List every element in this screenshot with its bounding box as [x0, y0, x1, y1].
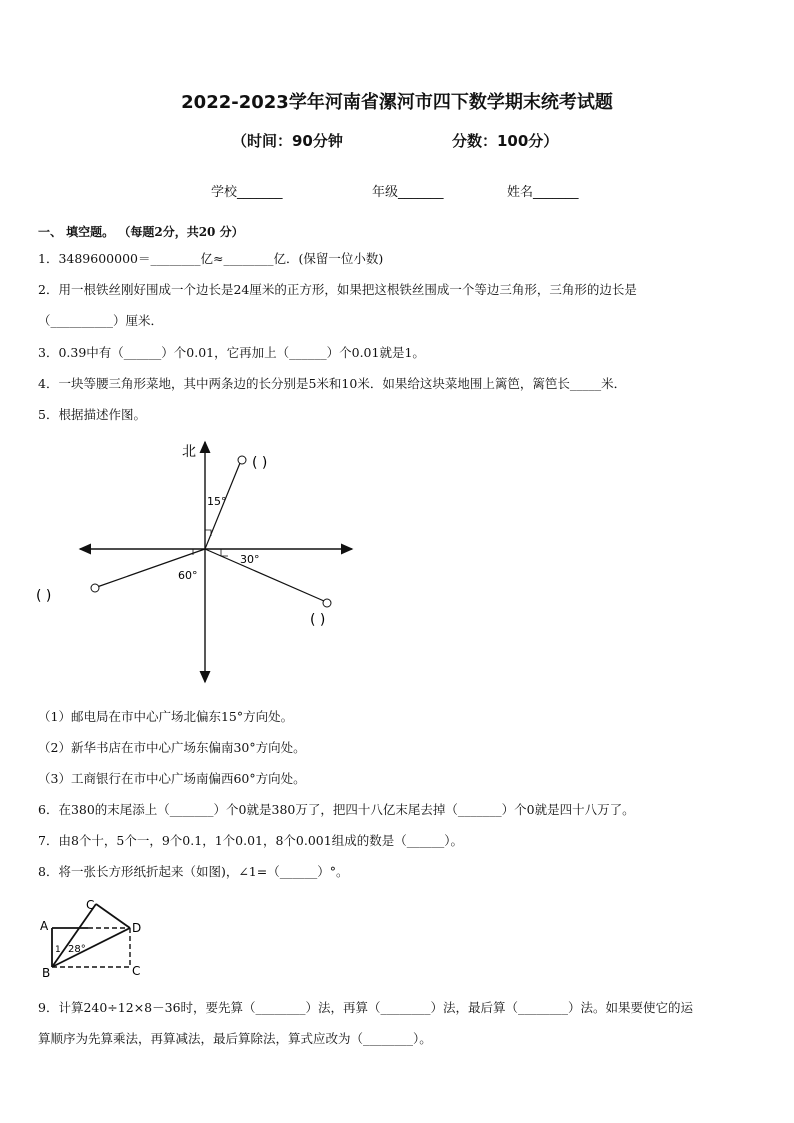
question-5: 5．根据描述作图。 [38, 407, 146, 422]
angle-30-label: 30° [240, 553, 260, 566]
label-b: B [42, 966, 51, 980]
question-3: 3．0.39中有（______）个0.01，它再加上（______）个0.01就是1。 [38, 345, 425, 360]
question-2-line-1: 2．用一根铁丝刚好围成一个边长是24厘米的正方形，如果把这根铁丝围成一个等边三角形，三角形的边长是 [38, 282, 637, 297]
angle-mark-se [221, 549, 228, 556]
question-4: 4．一块等腰三角形菜地，其中两条边的长分别是5米和10米．如果给这块菜地围上篱笆，篱笆长_____米． [38, 376, 627, 391]
point-bank [91, 584, 99, 592]
edge-bc-folded [52, 904, 96, 967]
blank-ne: ( ) [252, 455, 268, 471]
edge-cd-folded [96, 904, 130, 928]
question-1: 1．3489600000＝________亿≈________亿．(保留一位小数) [38, 251, 384, 266]
name-field: 姓名_______ [507, 185, 579, 200]
label-d: D [132, 921, 142, 935]
north-label: 北 [182, 444, 196, 460]
blank-sw: ( ) [36, 588, 52, 604]
label-a: A [40, 919, 49, 933]
exam-time: （时间：90分钟 [232, 132, 343, 150]
question-9-line-1: 9．计算240÷12×8－36时，要先算（________）法，再算（________）法，最后算（________）法。如果要使它的运 [38, 1000, 694, 1015]
page-title: 2022-2023学年河南省漯河市四下数学期末统考试题 [181, 92, 613, 113]
label-c-top: C [86, 898, 95, 912]
compass-diagram [30, 432, 370, 690]
section-heading: 一、 填空题。 （每题2分，共20 分） [38, 225, 244, 239]
question-5-sub-2: （2）新华书店在市中心广场东偏南30°方向处。 [38, 740, 306, 755]
folded-rectangle-diagram [34, 894, 154, 986]
angle-60-label: 60° [178, 569, 198, 582]
question-5-sub-3: （3）工商银行在市中心广场南偏西60°方向处。 [38, 771, 306, 786]
angle-28-label: 28° [68, 944, 86, 955]
question-2-line-2: （__________）厘米． [38, 313, 164, 328]
blank-se: ( ) [310, 612, 326, 628]
question-6: 6．在380的末尾添上（_______）个0就是380万了，把四十八亿末尾去掉（_______）个0就是四十八万了。 [38, 802, 635, 817]
school-field: 学校_______ [211, 185, 283, 200]
question-8: 8．将一张长方形纸折起来（如图)，∠1=（______）°。 [38, 864, 349, 879]
angle-15-label: 15° [207, 495, 227, 508]
grade-field: 年级_______ [372, 185, 444, 200]
point-post-office [238, 456, 246, 464]
label-c-bottom: C [132, 964, 141, 978]
angle-1-label: 1 [55, 945, 61, 955]
point-bookstore [323, 599, 331, 607]
question-5-sub-1: （1）邮电局在市中心广场北偏东15°方向处。 [38, 709, 294, 724]
question-7: 7．由8个十，5个一，9个0.1，1个0.01，8个0.001组成的数是（______）。 [38, 833, 463, 848]
ray-se [205, 549, 324, 601]
exam-score: 分数：100分） [452, 132, 559, 150]
question-9-line-2: 算顺序为先算乘法，再算减法，最后算除法，算式应改为（________）。 [38, 1031, 432, 1046]
fold-line-bd [52, 928, 130, 967]
